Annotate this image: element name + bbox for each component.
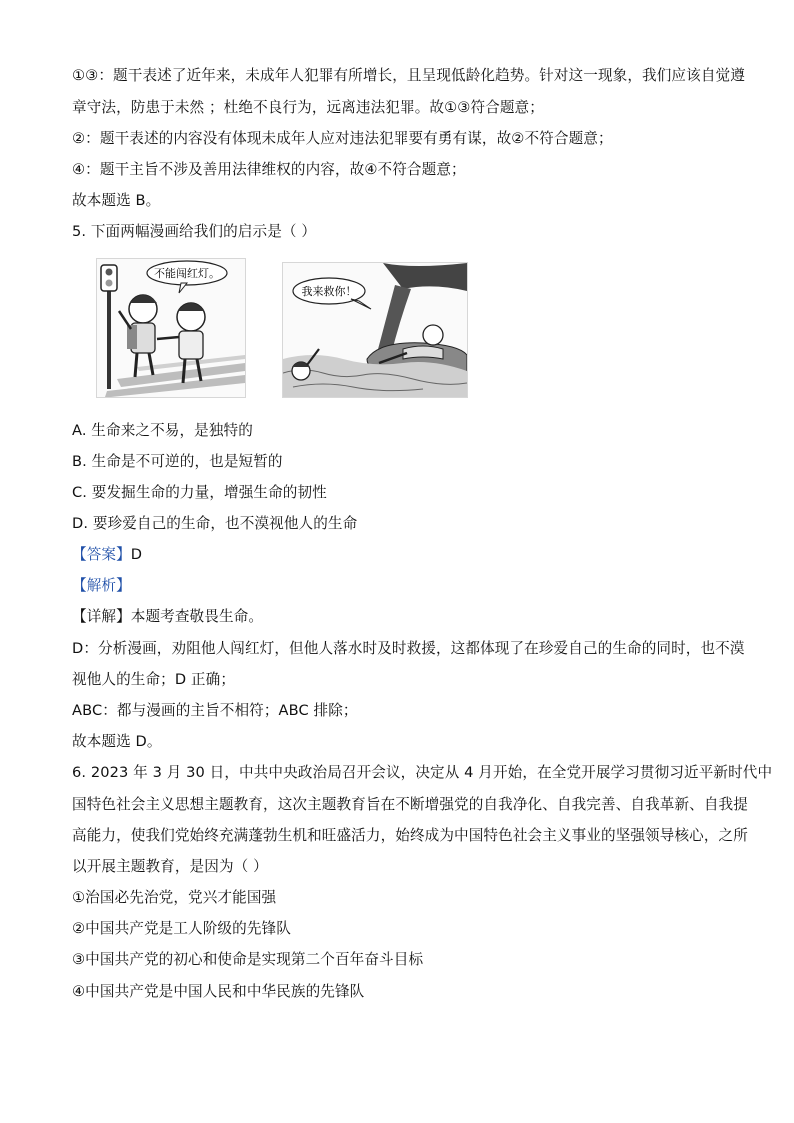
analysis-line-2: 章守法，防患于未然 ；杜绝不良行为，远离违法犯罪。故①③符合题意； (72, 99, 544, 116)
answer-value: D (130, 546, 143, 563)
analysis-conclusion: 故本题选 B。 (72, 192, 161, 209)
question-5-stem: 5. 下面两幅漫画给我们的启示是（ ） (72, 223, 317, 240)
abc-analysis-line: ABC：都与漫画的主旨不相符；ABC 排除； (72, 702, 358, 719)
comic-rescue-illustration (283, 263, 467, 397)
answer-tag: 【答案】 (72, 546, 131, 563)
question-6-stem-1: 6. 2023 年 3 月 30 日，中共中央政治局召开会议，决定从 4 月开始，在全党开展学习贯彻习近平新时代中 (72, 764, 773, 781)
d-analysis-line-2: 视他人的生命；D 正确； (72, 671, 236, 688)
answer-line (72, 545, 142, 565)
q6-item-4: ④中国共产党是中国人民和中华民族的先锋队 (72, 983, 365, 1000)
comic-rescue (282, 262, 468, 398)
analysis-line-4: ④：题干主旨不涉及善用法律维权的内容，故④不符合题意； (72, 161, 466, 178)
detail-line (72, 607, 263, 627)
analysis-line-3: ②：题干表述的内容没有体现未成年人应对违法犯罪要有勇有谋，故②不符合题意； (72, 130, 613, 147)
question-6-stem-3: 高能力，使我们党始终充满蓬勃生机和旺盛活力，始终成为中国特色社会主义事业的坚强领导核心，之所 (72, 827, 748, 844)
d-analysis-line-1: D：分析漫画，劝阻他人闯红灯，但他人落水时及时救援，这都体现了在珍爱自己的生命的同时，也不漠 (72, 640, 745, 657)
analysis-tag: 【解析】 (72, 577, 131, 594)
q6-item-1: ①治国必先治党，党兴才能国强 (72, 889, 277, 906)
detail-tag: 【详解】 (72, 608, 131, 625)
q6-item-3: ③中国共产党的初心和使命是实现第二个百年奋斗目标 (72, 951, 424, 968)
question-6-stem-2: 国特色社会主义思想主题教育，这次主题教育旨在不断增强党的自我净化、自我完善、自我革新、自我提 (72, 796, 748, 813)
comic-crosswalk-illustration (97, 259, 245, 397)
option-d: D. 要珍爱自己的生命，也不漠视他人的生命 (72, 515, 358, 532)
option-a: A. 生命来之不易，是独特的 (72, 422, 253, 439)
bubble-text-rescue: 我来救你！ (301, 285, 357, 298)
analysis-line-1: ①③：题干表述了近年来，未成年人犯罪有所增长，且呈现低龄化趋势。针对这一现象，我们应该自觉遵 (72, 67, 745, 84)
comic-crosswalk (96, 258, 246, 398)
q5-conclusion: 故本题选 D。 (72, 733, 162, 750)
q6-item-2: ②中国共产党是工人阶级的先锋队 (72, 920, 291, 937)
option-b: B. 生命是不可逆的，也是短暂的 (72, 453, 283, 470)
bubble-text-red-light: 不能闯红灯。 (154, 267, 220, 280)
analysis-tag-line (72, 576, 131, 596)
detail-text: 本题考查敬畏生命。 (130, 608, 264, 625)
question-6-stem-4: 以开展主题教育，是因为（ ） (72, 858, 268, 875)
option-c: C. 要发掘生命的力量，增强生命的韧性 (72, 484, 327, 501)
